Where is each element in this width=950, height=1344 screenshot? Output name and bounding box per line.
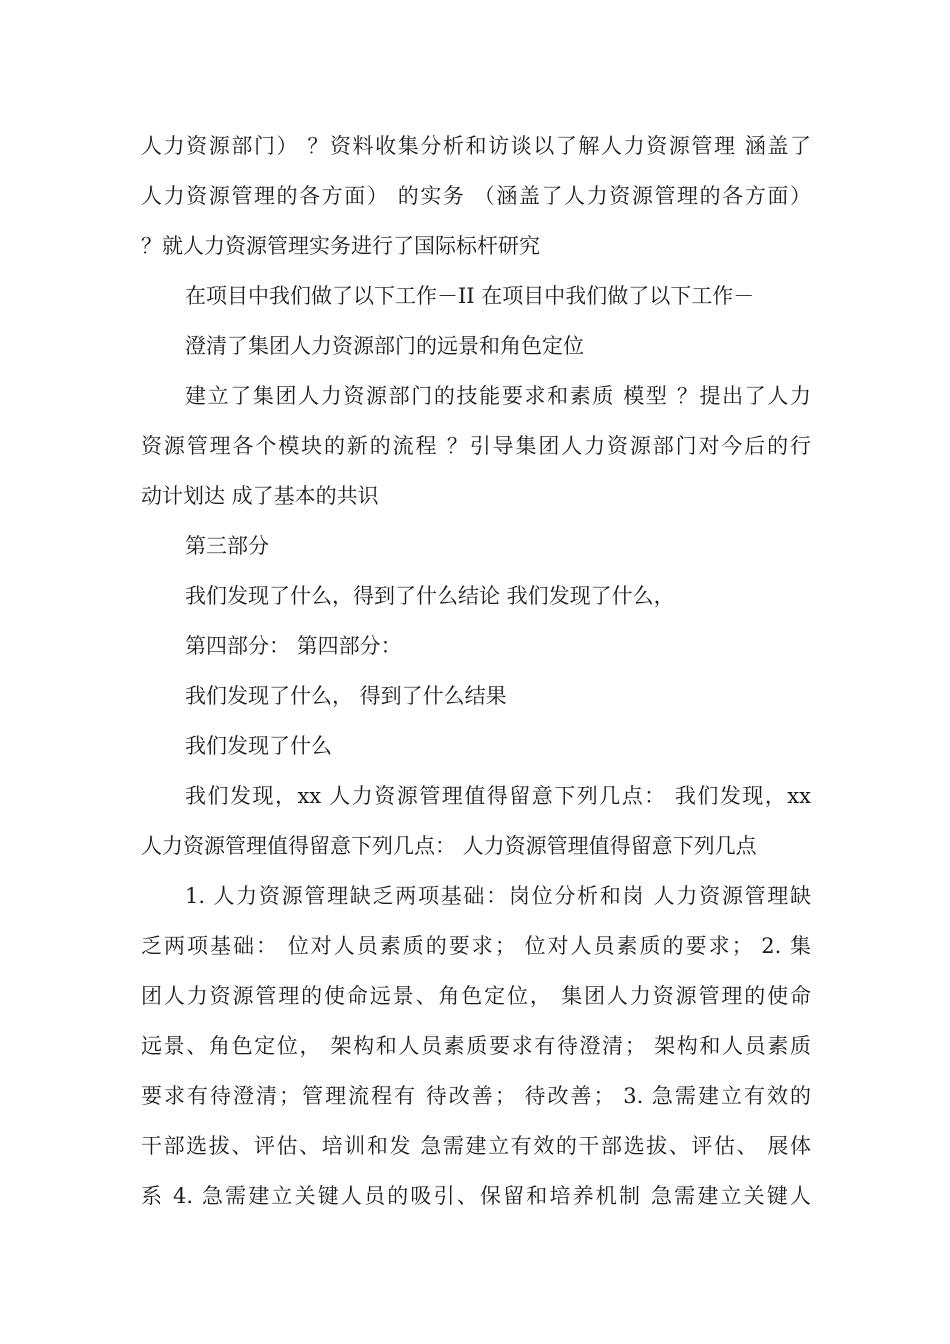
text-line: 干部选拔、评估、培训和发 急需建立有效的干部选拔、评估、 展体	[141, 1134, 811, 1158]
text-line: 第三部分	[185, 534, 269, 558]
text-line: 人力资源部门） ？资料收集分析和访谈以了解人力资源管理 涵盖了	[141, 134, 811, 158]
text-line: 1. 人力资源管理缺乏两项基础：岗位分析和岗 人力资源管理缺	[185, 884, 811, 908]
text-line: 我们发现了什么，得到了什么结论 我们发现了什么，	[185, 584, 675, 608]
text-line: 团人力资源管理的使命远景、角色定位， 集团人力资源管理的使命	[141, 984, 811, 1008]
text-line: 在项目中我们做了以下工作－II 在项目中我们做了以下工作－	[185, 284, 755, 308]
text-line: 乏两项基础： 位对人员素质的要求； 位对人员素质的要求； 2. 集	[141, 934, 811, 958]
text-line: 人力资源管理值得留意下列几点： 人力资源管理值得留意下列几点	[141, 834, 757, 858]
text-line: 系 4. 急需建立关键人员的吸引、保留和培养机制 急需建立关键人	[141, 1184, 811, 1208]
text-line: 资源管理各个模块的新的流程 ？引导集团人力资源部门对今后的行	[141, 434, 811, 458]
text-line: 我们发现，xx 人力资源管理值得留意下列几点： 我们发现，xx	[185, 784, 811, 808]
text-line: 我们发现了什么	[185, 734, 332, 758]
text-line: 要求有待澄清；管理流程有 待改善； 待改善； 3. 急需建立有效的	[141, 1084, 811, 1108]
text-line: 第四部分： 第四部分：	[185, 634, 402, 658]
text-line: 建立了集团人力资源部门的技能要求和素质 模型 ？提出了人力	[185, 384, 811, 408]
text-line: 人力资源管理的各方面） 的实务 （涵盖了人力资源管理的各方面）	[141, 184, 811, 208]
text-line: 澄清了集团人力资源部门的远景和角色定位	[185, 334, 584, 358]
text-line: ？就人力资源管理实务进行了国际标杆研究	[141, 234, 540, 258]
document-body	[141, 131, 811, 1231]
text-line: 我们发现了什么， 得到了什么结果	[185, 684, 507, 708]
text-line: 远景、角色定位， 架构和人员素质要求有待澄清； 架构和人员素质	[141, 1034, 811, 1058]
text-line: 动计划达 成了基本的共识	[141, 484, 379, 508]
